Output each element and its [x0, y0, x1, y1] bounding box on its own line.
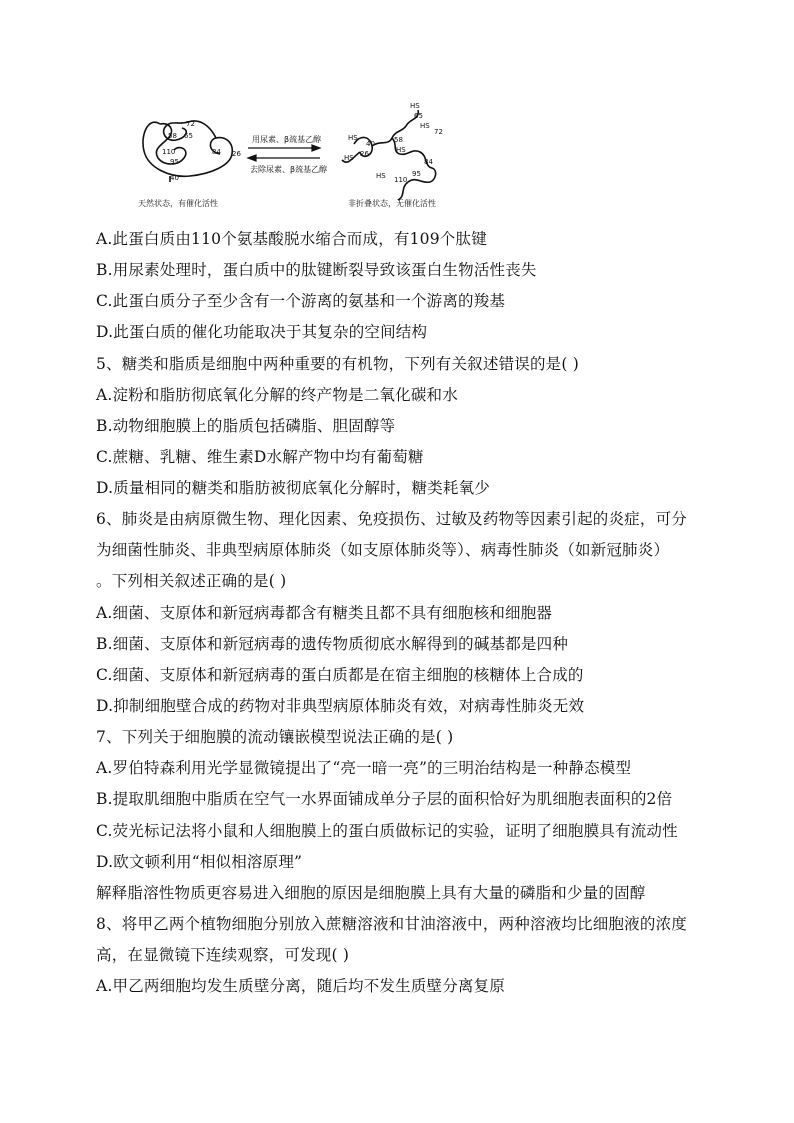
- option-line: A.细菌、支原体和新冠病毒都含有糖类且都不具有细胞核和细胞器: [96, 604, 553, 622]
- option-line: A.淀粉和脂肪彻底氧化分解的终产物是二氧化碳和水: [96, 386, 458, 404]
- residue-label: 72: [434, 128, 443, 136]
- residue-label: HS: [344, 154, 354, 162]
- question-stem: 。下列相关叙述正确的是( ): [96, 572, 287, 590]
- residue-label: 58: [394, 136, 403, 144]
- residue-number: 58: [168, 132, 177, 140]
- question-stem: 为细菌性肺炎、非典型病原体肺炎（如支原体肺炎等）、病毒性肺炎（如新冠肺炎）: [96, 541, 670, 559]
- residue-number: 26: [232, 150, 241, 158]
- question-stem: 高，在显微镜下连续观察，可发现( ): [96, 946, 350, 964]
- option-line: C.细菌、支原体和新冠病毒的蛋白质都是在宿主细胞的核糖体上合成的: [96, 666, 584, 684]
- native-state-caption: 天然状态，有催化活性: [138, 199, 218, 208]
- residue-label: HS: [420, 122, 430, 130]
- option-line: C.蔗糖、乳糖、维生素D水解产物中均有葡萄糖: [96, 448, 424, 466]
- protein-folding-figure: [130, 96, 460, 214]
- residue-label: 95: [412, 170, 421, 178]
- unfolded-residue-labels: [344, 102, 443, 184]
- question-stem: 7、下列关于细胞膜的流动镶嵌模型说法正确的是( ): [96, 728, 454, 746]
- residue-label: 84: [424, 158, 433, 166]
- question-stem: 8、将甲乙两个植物细胞分别放入蔗糖溶液和甘油溶液中，两种溶液均比细胞液的浓度: [96, 915, 687, 933]
- residue-label: HS: [410, 102, 420, 110]
- unfolded-state-caption: 非折叠状态，无催化活性: [348, 199, 436, 208]
- reverse-arrow-label: 去除尿素、β巯基乙醇: [250, 165, 328, 174]
- residue-number: 95: [170, 158, 179, 166]
- option-line: C.此蛋白质分子至少含有一个游离的氨基和一个游离的羧基: [96, 292, 506, 310]
- question-stem: 6、肺炎是由病原微生物、理化因素、免疫损伤、过敏及药物等因素引起的炎症，可分: [96, 510, 687, 528]
- residue-number: 72: [186, 120, 195, 128]
- residue-label: 26: [360, 150, 369, 158]
- option-line: D.抑制细胞壁合成的药物对非典型病原体肺炎有效，对病毒性肺炎无效: [96, 697, 585, 715]
- residue-label: 65: [414, 112, 423, 120]
- option-line: A.甲乙两细胞均发生质壁分离，随后均不发生质壁分离复原: [96, 977, 506, 995]
- residue-number: 40: [170, 174, 179, 182]
- option-line: D.质量相同的糖类和脂肪被彻底氧化分解时，糖类耗氧少: [96, 479, 491, 497]
- residue-label: HS: [376, 172, 386, 180]
- protein-folding-diagram: [130, 96, 460, 214]
- option-line: B.用尿素处理时，蛋白质中的肽键断裂导致该蛋白生物活性丧失: [96, 261, 537, 279]
- question-stem: 5、糖类和脂质是细胞中两种重要的有机物，下列有关叙述错误的是( ): [96, 355, 579, 373]
- option-line: 解释脂溶性物质更容易进入细胞的原因是细胞膜上具有大量的磷脂和少量的固醇: [96, 884, 646, 902]
- reaction-arrows: [248, 145, 320, 161]
- option-line: A.此蛋白质由110个氨基酸脱水缩合而成，有109个肽键: [96, 230, 487, 248]
- residue-number: 65: [184, 132, 193, 140]
- residue-label: HS: [396, 146, 406, 154]
- native-residue-numbers: [162, 120, 241, 182]
- residue-label: HS: [348, 134, 358, 142]
- residue-number: 110: [162, 148, 176, 156]
- option-line: B.细菌、支原体和新冠病毒的遗传物质彻底水解得到的碱基都是四种: [96, 635, 569, 653]
- residue-label: 40: [366, 140, 375, 148]
- option-line: B.动物细胞膜上的脂质包括磷脂、胆固醇等: [96, 417, 396, 435]
- option-line: B.提取肌细胞中脂质在空气一水界面铺成单分子层的面积恰好为肌细胞表面积的2倍: [96, 790, 673, 808]
- residue-label: 110: [394, 176, 408, 184]
- option-line: A.罗伯特森利用光学显微镜提出了“亮一暗一亮”的三明治结构是一种静态模型: [96, 759, 632, 777]
- forward-arrow-label: 用尿素、β巯基乙醇: [252, 135, 322, 144]
- option-line: D.此蛋白质的催化功能取决于其复杂的空间结构: [96, 323, 428, 341]
- residue-number: 84: [212, 148, 221, 156]
- option-line: C.荧光标记法将小鼠和人细胞膜上的蛋白质做标记的实验，证明了细胞膜具有流动性: [96, 822, 678, 840]
- option-line: D.欧文顿利用“相似相溶原理”: [96, 853, 303, 871]
